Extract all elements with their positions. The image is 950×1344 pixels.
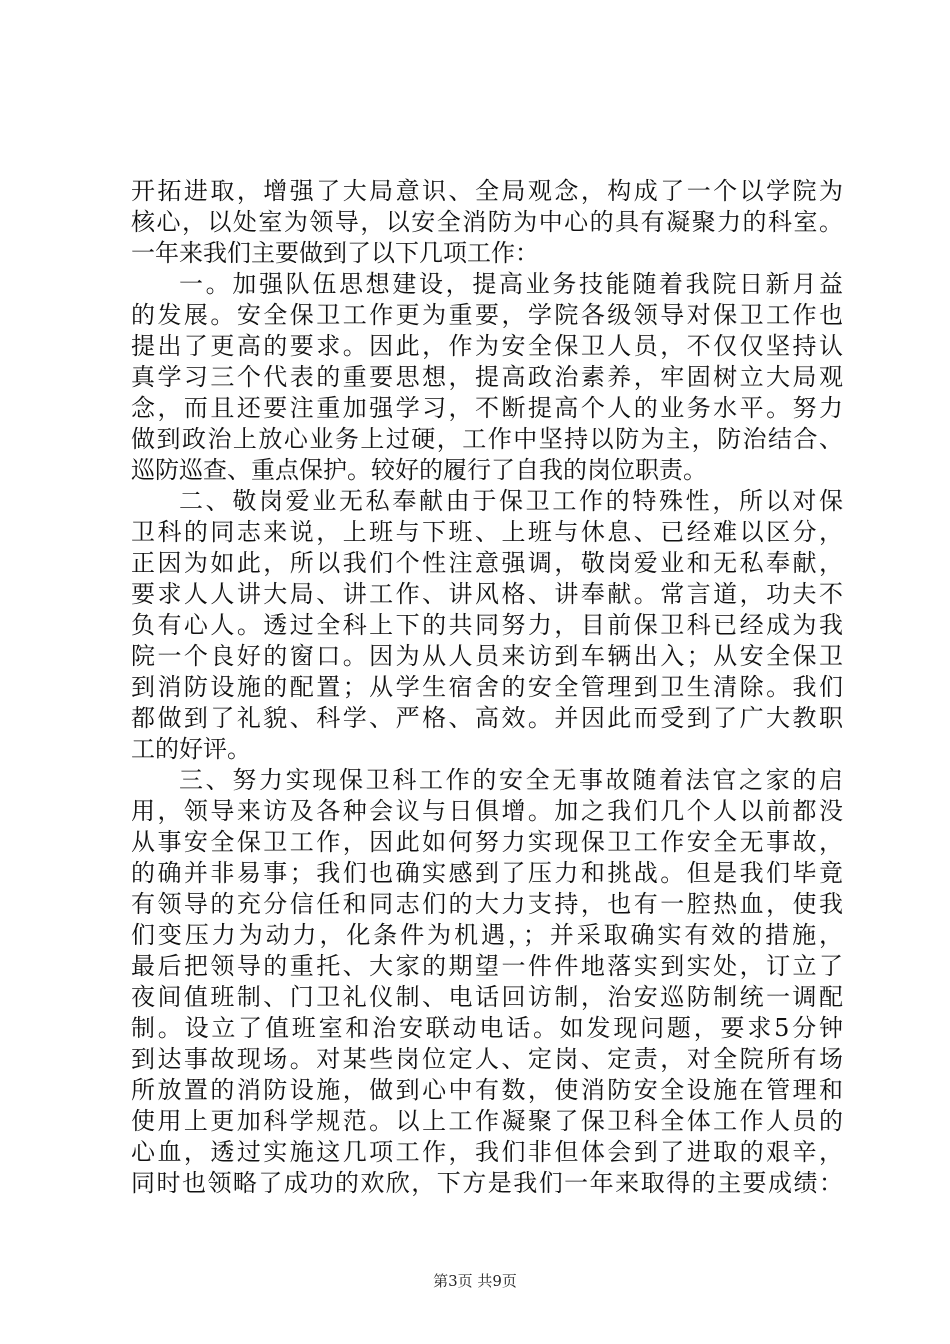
text-line: 夜间值班制、门卫礼仪制、电话回访制，治安巡防制统一调配 <box>131 983 843 1011</box>
text-line: 制。设立了值班室和治安联动电话。如发现问题，要求5分钟 <box>131 1014 843 1042</box>
text-line: 一年来我们主要做到了以下几项工作： <box>131 239 539 267</box>
text-line: 使用上更加科学规范。以上工作凝聚了保卫科全体工作人员的 <box>131 1107 843 1135</box>
text-line: 正因为如此，所以我们个性注意强调，敬岗爱业和无私奉献， <box>131 549 843 577</box>
text-line: 做到政治上放心业务上过硬，工作中坚持以防为主，防治结合、 <box>131 425 843 453</box>
text-line: 院一个良好的窗口。因为从人员来访到车辆出入；从安全保卫 <box>131 642 843 670</box>
text-line: 的确并非易事；我们也确实感到了压力和挑战。但是我们毕竟 <box>131 859 843 887</box>
text-line: 到达事故现场。对某些岗位定人、定岗、定责，对全院所有场 <box>131 1045 843 1073</box>
text-line: 们变压力为动力，化条件为机遇，；并采取确实有效的措施， <box>131 921 843 949</box>
text-line: 工的好评。 <box>131 735 251 763</box>
text-line: 负有心人。透过全科上下的共同努力，目前保卫科已经成为我 <box>131 611 843 639</box>
page-number-footer: 第3页 共9页 <box>433 1272 517 1290</box>
text-line: 所放置的消防设施，做到心中有数，使消防安全设施在管理和 <box>131 1076 843 1104</box>
text-line: 最后把领导的重托、大家的期望一件件地落实到实处，订立了 <box>131 952 843 980</box>
text-line: 二、敬岗爱业无私奉献由于保卫工作的特殊性，所以对保 <box>179 487 843 515</box>
text-line: 同时也领略了成功的欢欣，下方是我们一年来取得的主要成绩： <box>131 1169 843 1197</box>
text-line: 真学习三个代表的重要思想，提高政治素养，牢固树立大局观 <box>131 363 843 391</box>
text-line: 核心，以处室为领导，以安全消防为中心的具有凝聚力的科室。 <box>131 208 843 236</box>
text-line: 用，领导来访及各种会议与日俱增。加之我们几个人以前都没 <box>131 797 843 825</box>
text-line: 巡防巡查、重点保护。较好的履行了自我的岗位职责。 <box>131 456 707 484</box>
text-line: 卫科的同志来说，上班与下班、上班与休息、已经难以区分， <box>131 518 843 546</box>
text-line: 都做到了礼貌、科学、严格、高效。并因此而受到了广大教职 <box>131 704 843 732</box>
text-line: 提出了更高的要求。因此，作为安全保卫人员，不仅仅坚持认 <box>131 332 843 360</box>
text-line: 要求人人讲大局、讲工作、讲风格、讲奉献。常言道，功夫不 <box>131 580 843 608</box>
text-line: 到消防设施的配置；从学生宿舍的安全管理到卫生清除。我们 <box>131 673 843 701</box>
text-line: 开拓进取，增强了大局意识、全局观念，构成了一个以学院为 <box>131 177 843 205</box>
text-line: 三、努力实现保卫科工作的安全无事故随着法官之家的启 <box>179 766 843 794</box>
text-line: 一。加强队伍思想建设，提高业务技能随着我院日新月益 <box>179 270 843 298</box>
text-line: 从事安全保卫工作，因此如何努力实现保卫工作安全无事故， <box>131 828 843 856</box>
body-text <box>131 176 843 1199</box>
text-line: 有领导的充分信任和同志们的大力支持，也有一腔热血，使我 <box>131 890 843 918</box>
text-line: 心血，透过实施这几项工作，我们非但体会到了进取的艰辛， <box>131 1138 843 1166</box>
text-line: 的发展。安全保卫工作更为重要，学院各级领导对保卫工作也 <box>131 301 843 329</box>
text-line: 念，而且还要注重加强学习，不断提高个人的业务水平。努力 <box>131 394 843 422</box>
